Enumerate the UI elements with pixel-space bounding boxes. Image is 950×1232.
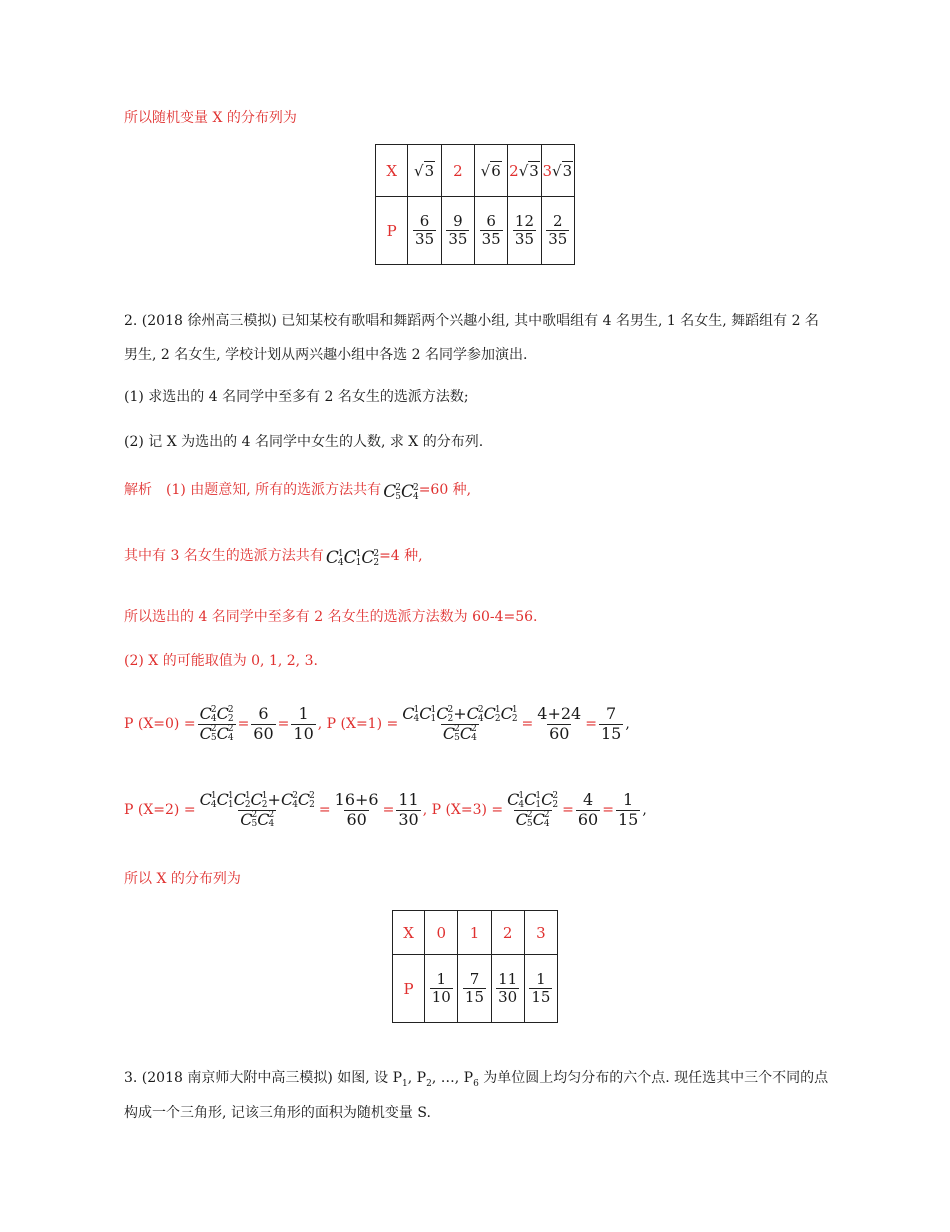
solution-line-2: 其中有 3 名女生的选派方法共有 C 1 4 C 1 1 C 2 2 =4 种, bbox=[124, 548, 423, 568]
p-value: $\frac{6}{35}$ bbox=[475, 197, 508, 265]
p-header: P bbox=[393, 955, 425, 1023]
p-value: $\frac{9}{35}$ bbox=[441, 197, 474, 265]
probability-formula-row-2: P (X=2) = C 1 4 C 1 1 C 1 2 C 1 2 +C 2 4 C 2 2 C 2 5 C 2 4 = $\frac{16+6}{60}$ = $\frac{11}{30}$ , P (X=3) = C 1 4 C 1 1 C 2 2 C 2 5 C 2 4 = $\frac{4}{60}$ = $\frac{1}{15}$ , bbox=[124, 790, 647, 829]
x-value: √6 bbox=[475, 145, 508, 197]
question-2-line-2: 男生, 2 名女生, 学校计划从两兴趣小组中各选 2 名同学参加演出. bbox=[124, 347, 528, 363]
p-header: P bbox=[376, 197, 408, 265]
question-3-line-2: 构成一个三角形, 记该三角形的面积为随机变量 S. bbox=[124, 1105, 431, 1121]
p-value: $\frac{2}{35}$ bbox=[541, 197, 574, 265]
p-value: $\frac{1}{15}$ bbox=[524, 955, 557, 1023]
probability-formula-row-1: P (X=0) = C 2 4 C 2 2 C 2 5 C 2 4 = $\frac{6}{60}$ = $\frac{1}{10}$ , P (X=1) = C 1 4 C 1 1 C 2 2 +C 2 4 C 1 2 C 1 2 C 2 5 C 2 4 = $\frac{4+24}{60}$ = $\frac{7}{15}$ , bbox=[124, 704, 630, 743]
x-value: 2√3 bbox=[508, 145, 541, 197]
distribution-intro: 所以随机变量 X 的分布列为 bbox=[124, 110, 297, 126]
x-value: 1 bbox=[458, 911, 491, 955]
question-2-part-1: (1) 求选出的 4 名同学中至多有 2 名女生的选派方法数; bbox=[124, 389, 469, 405]
distribution-table-2 bbox=[392, 910, 558, 1023]
x-value: 2 bbox=[441, 145, 474, 197]
p-value: $\frac{12}{35}$ bbox=[508, 197, 541, 265]
x-value: 3√3 bbox=[541, 145, 574, 197]
x-value: 0 bbox=[425, 911, 458, 955]
solution-line-3: 所以选出的 4 名同学中至多有 2 名女生的选派方法数为 60-4=56. bbox=[124, 609, 538, 625]
x-value: 3 bbox=[524, 911, 557, 955]
question-2-part-2: (2) 记 X 为选出的 4 名同学中女生的人数, 求 X 的分布列. bbox=[124, 434, 484, 450]
p-value: $\frac{1}{10}$ bbox=[425, 955, 458, 1023]
combination-expression: C 1 4 C 1 1 C 2 2 bbox=[325, 548, 380, 568]
solution-line-4: (2) X 的可能取值为 0, 1, 2, 3. bbox=[124, 653, 318, 669]
solution-line-5: 所以 X 的分布列为 bbox=[124, 871, 241, 887]
x-header: X bbox=[376, 145, 408, 197]
distribution-table-1 bbox=[375, 144, 575, 265]
question-3-line-1: 3. (2018 南京师大附中高三模拟) 如图, 设 $P_1$, $P_2$, …, $P_6$ 为单位圆上均匀分布的六个点. 现任选其中三个不同的点 bbox=[124, 1070, 829, 1089]
p-value: $\frac{7}{15}$ bbox=[458, 955, 491, 1023]
x-header: X bbox=[393, 911, 425, 955]
p-value: $\frac{11}{30}$ bbox=[491, 955, 524, 1023]
x-value: 2 bbox=[491, 911, 524, 955]
combination-expression: C 2 5 C 2 4 bbox=[383, 482, 419, 502]
p-value: $\frac{6}{35}$ bbox=[408, 197, 441, 265]
solution-line-1: 解析 (1) 由题意知, 所有的选派方法共有 C 2 5 C 2 4 =60 种, bbox=[124, 482, 472, 502]
x-value: √3 bbox=[408, 145, 441, 197]
question-2-line-1: 2. (2018 徐州高三模拟) 已知某校有歌唱和舞蹈两个兴趣小组, 其中歌唱组有 4 名男生, 1 名女生, 舞蹈组有 2 名 bbox=[124, 313, 819, 329]
